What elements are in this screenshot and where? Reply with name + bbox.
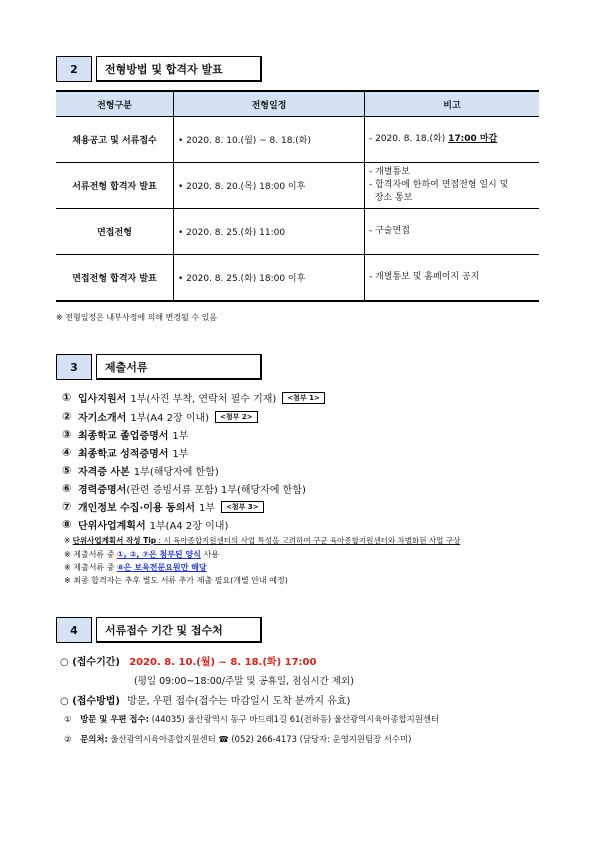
header-schedule: 전형일정 <box>174 91 365 117</box>
attachment-tag: <첨부 2> <box>215 411 258 423</box>
period-line <box>60 653 316 668</box>
item-detail: 1부(A4 2장 이내) <box>149 521 229 532</box>
document-item <box>62 463 219 478</box>
item-name: 입사지원서 <box>78 394 127 405</box>
period-label: ○ (접수기간) <box>60 657 120 668</box>
item-name: 단위사업계획서 <box>78 521 146 532</box>
schedule-table <box>56 90 539 302</box>
tip-label: 단위사업계획서 작성 Tip <box>72 536 157 545</box>
note-text: 사용 <box>200 550 219 559</box>
row-schedule: • 2020. 8. 20.(목) 18:00 이후 <box>174 163 365 209</box>
section4-number: 4 <box>56 617 92 643</box>
note-line: - 합격자에 한하여 면접전형 일시 및 <box>369 180 509 190</box>
item-number: ⑥ <box>62 482 72 495</box>
section4-title: 서류접수 기간 및 접수처 <box>96 617 262 643</box>
note-text: ※ 제출서류 중 <box>64 550 117 559</box>
document-item <box>62 517 228 532</box>
row-note: - 개별통보 및 홈페이지 공지 <box>365 255 540 302</box>
table-row <box>56 163 539 209</box>
visit-line <box>64 713 439 725</box>
method-label: ○ (접수방법) <box>60 696 120 707</box>
section3-title: 제출서류 <box>96 354 262 380</box>
item-name: 최종학교 성적증명서 <box>78 449 169 460</box>
section2-header <box>56 56 262 82</box>
method-value: 방문, 우편 접수(접수는 마감일시 도착 분까지 유효) <box>127 696 351 707</box>
specialist-highlight: ⑧은 보육전문요원만 해당 <box>116 563 207 572</box>
attachment-tag: <첨부 1> <box>282 392 325 404</box>
contact-number: ② <box>64 734 72 744</box>
form-note <box>64 549 219 560</box>
item-detail: (관련 증빙서류 포함) 1부(해당자에 한함) <box>126 485 306 496</box>
document-item <box>62 409 258 424</box>
item-detail: 1부 <box>172 449 189 460</box>
visit-value: (44035) 울산광역시 동구 바드래1길 61(전하동) 울산광역시육아종합지원센터 <box>151 714 440 724</box>
section3-header <box>56 354 262 380</box>
schedule-footnote: ※ 전형일정은 내부사정에 의해 변경될 수 있음 <box>56 313 218 322</box>
item-detail: 1부(A4 2장 이내) <box>130 413 210 424</box>
document-item <box>62 445 188 460</box>
item-name: 최종학교 졸업증명서 <box>78 431 169 442</box>
deadline-text: 17:00 마감 <box>448 134 498 144</box>
row-stage: 면접전형 <box>56 209 174 255</box>
row-note <box>365 117 540 163</box>
item-detail: 1부 <box>199 503 216 514</box>
item-number: ④ <box>62 446 72 459</box>
row-schedule: • 2020. 8. 25.(화) 11:00 <box>174 209 365 255</box>
item-number: ② <box>62 410 72 423</box>
header-stage: 전형구분 <box>56 91 174 117</box>
contact-value: 울산광역시육아종합지원센터 ☎ (052) 266-4173 (담당자: 운영지원팀장 서수미) <box>110 734 412 744</box>
document-item <box>62 481 306 496</box>
visit-label: 방문 및 우편 접수: <box>80 714 149 724</box>
item-number: ⑦ <box>62 500 72 513</box>
contact-line <box>64 733 411 745</box>
visit-number: ① <box>64 714 72 724</box>
section2-title: 전형방법 및 합격자 발표 <box>96 56 262 82</box>
table-row <box>56 117 539 163</box>
row-stage: 서류전형 합격자 발표 <box>56 163 174 209</box>
item-name: 경력증명서 <box>78 485 127 496</box>
contact-label: 문의처: <box>80 734 108 744</box>
item-detail: 1부(사진 부착, 연락처 필수 기재) <box>130 394 277 405</box>
note-line: 장소 통보 <box>369 193 413 203</box>
table-row <box>56 255 539 302</box>
section3-number: 3 <box>56 354 92 380</box>
item-name: 자격증 사본 <box>78 467 130 478</box>
method-line <box>60 692 350 707</box>
specialist-note <box>64 562 207 573</box>
note-mark: ※ <box>64 536 73 545</box>
document-item <box>62 499 264 514</box>
header-note: 비고 <box>365 91 540 117</box>
tip-note <box>64 535 460 546</box>
section4-header <box>56 617 262 643</box>
row-note: - 구술면접 <box>365 209 540 255</box>
item-name: 개인정보 수집·이용 동의서 <box>78 503 196 514</box>
period-value: 2020. 8. 10.(월) ~ 8. 18.(화) 17:00 <box>129 657 317 668</box>
attachment-tag: <첨부 3> <box>221 501 264 513</box>
note-text: ※ 제출서류 중 <box>64 563 117 572</box>
item-number: ⑤ <box>62 464 72 477</box>
form-highlight: ①, ②, ⑦은 첨부된 양식 <box>116 550 201 559</box>
row-note <box>365 163 540 209</box>
table-row <box>56 209 539 255</box>
document-item <box>62 390 325 405</box>
item-detail: 1부(해당자에 한함) <box>133 467 219 478</box>
row-stage: 면접전형 합격자 발표 <box>56 255 174 302</box>
item-number: ① <box>62 391 72 404</box>
document-item <box>62 427 188 442</box>
note-line: - 개별통보 <box>369 167 410 177</box>
item-number: ⑧ <box>62 518 72 531</box>
row-stage: 채용공고 및 서류접수 <box>56 117 174 163</box>
section2-number: 2 <box>56 56 92 82</box>
row-schedule: • 2020. 8. 25.(화) 18:00 이후 <box>174 255 365 302</box>
row-schedule: • 2020. 8. 10.(월) ~ 8. 18.(화) <box>174 117 365 163</box>
item-detail: 1부 <box>172 431 189 442</box>
final-note: ※ 최종 합격자는 추후 별도 서류 추가 제출 필요(개별 안내 예정) <box>64 576 288 585</box>
tip-text: : 시 육아종합지원센터의 사업 특성을 고려하여 구군 육아종합지원센터와 차별화된 사업 구상 <box>156 536 461 545</box>
item-number: ③ <box>62 428 72 441</box>
note-text: - 2020. 8. 18.(화) <box>369 134 449 144</box>
table-header-row <box>56 91 539 117</box>
period-sub: (평일 09:00~18:00/주말 및 공휴일, 점심시간 제외) <box>134 676 354 687</box>
item-name: 자기소개서 <box>78 413 127 424</box>
